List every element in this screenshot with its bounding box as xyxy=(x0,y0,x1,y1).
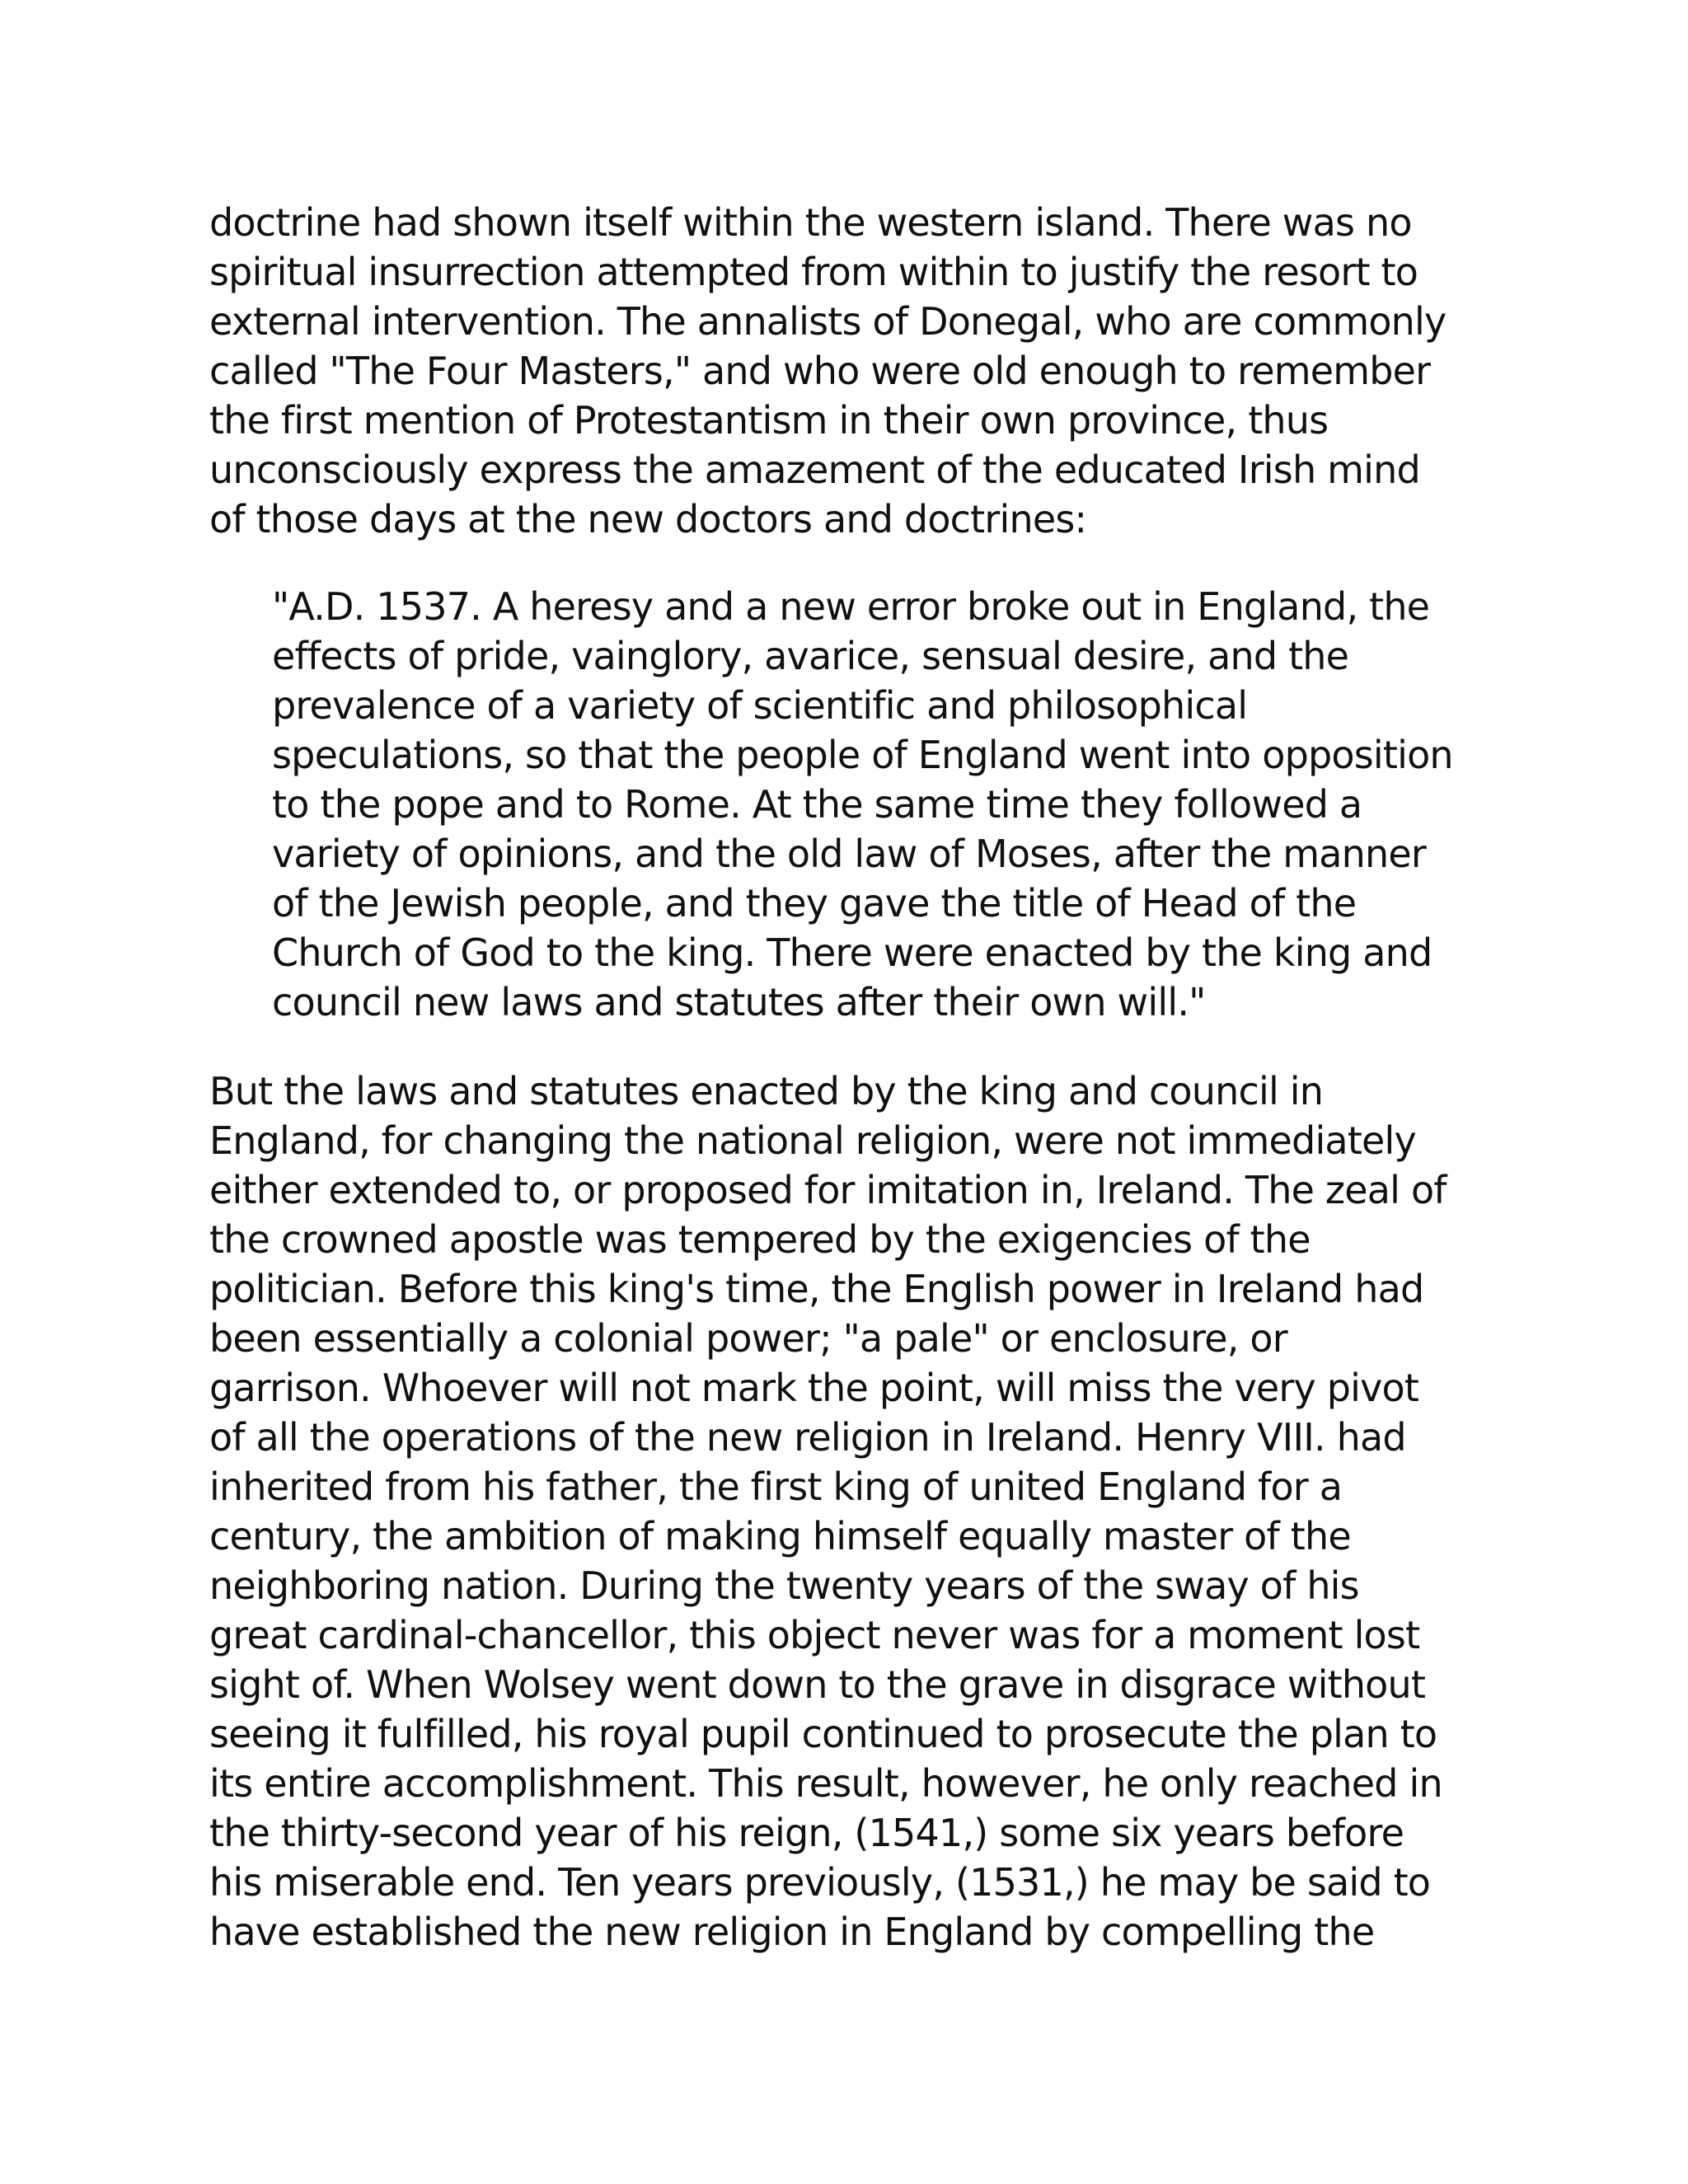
text-line: spiritual insurrection attempted from within to justify the resort to xyxy=(209,250,1418,294)
text-line: external intervention. The annalists of Donegal, who are commonly xyxy=(209,299,1447,344)
text-line: unconsciously express the amazement of the educated Irish mind xyxy=(209,448,1420,492)
text-line: the thirty-second year of his reign, (1541,) some six years before xyxy=(209,1811,1404,1855)
text-line: the crowned apostle was tempered by the exigencies of the xyxy=(209,1217,1311,1262)
text-line: either extended to, or proposed for imitation in, Ireland. The zeal of xyxy=(209,1168,1447,1212)
intro-paragraph xyxy=(209,198,1446,544)
quote-line: speculations, so that the people of England went into opposition xyxy=(272,733,1453,777)
quote-line: council new laws and statutes after their own will." xyxy=(272,980,1206,1024)
text-line: great cardinal-chancellor, this object never was for a moment lost xyxy=(209,1613,1420,1657)
text-line: inherited from his father, the first king of united England for a xyxy=(209,1465,1343,1509)
text-line: neighboring nation. During the twenty years of the sway of his xyxy=(209,1563,1359,1608)
quote-line: prevalence of a variety of scientific and philosophical xyxy=(272,683,1248,728)
quote-line: variety of opinions, and the old law of Moses, after the manner xyxy=(272,832,1426,876)
block-quote xyxy=(272,582,1453,1027)
text-line: called "The Four Masters," and who were old enough to remember xyxy=(209,349,1431,393)
body-paragraph xyxy=(209,1066,1447,1957)
text-line: seeing it fulfilled, his royal pupil continued to prosecute the plan to xyxy=(209,1712,1437,1756)
quote-line: Church of God to the king. There were enacted by the king and xyxy=(272,930,1432,975)
text-line: politician. Before this king's time, the English power in Ireland had xyxy=(209,1267,1424,1311)
text-line: its entire accomplishment. This result, however, he only reached in xyxy=(209,1761,1442,1806)
text-line: sight of. When Wolsey went down to the grave in disgrace without xyxy=(209,1662,1426,1707)
text-line: England, for changing the national religion, were not immediately xyxy=(209,1118,1416,1163)
quote-line: effects of pride, vainglory, avarice, sensual desire, and the xyxy=(272,634,1349,678)
quote-line: "A.D. 1537. A heresy and a new error broke out in England, the xyxy=(272,584,1430,629)
text-line: the first mention of Protestantism in their own province, thus xyxy=(209,398,1329,443)
text-line: But the laws and statutes enacted by the king and council in xyxy=(209,1069,1324,1113)
text-line: doctrine had shown itself within the western island. There was no xyxy=(209,200,1412,245)
quote-line: of the Jewish people, and they gave the title of Head of the xyxy=(272,881,1357,926)
text-line: of all the operations of the new religion in Ireland. Henry VIII. had xyxy=(209,1415,1406,1460)
text-line: been essentially a colonial power; "a pale" or enclosure, or xyxy=(209,1316,1287,1361)
text-line: have established the new religion in England by compelling the xyxy=(209,1910,1375,1954)
text-line: his miserable end. Ten years previously, (1531,) he may be said to xyxy=(209,1860,1431,1905)
text-line: of those days at the new doctors and doctrines: xyxy=(209,497,1087,541)
text-line: century, the ambition of making himself equally master of the xyxy=(209,1514,1351,1558)
quote-line: to the pope and to Rome. At the same time they followed a xyxy=(272,782,1362,827)
text-line: garrison. Whoever will not mark the point, will miss the very pivot xyxy=(209,1366,1419,1410)
